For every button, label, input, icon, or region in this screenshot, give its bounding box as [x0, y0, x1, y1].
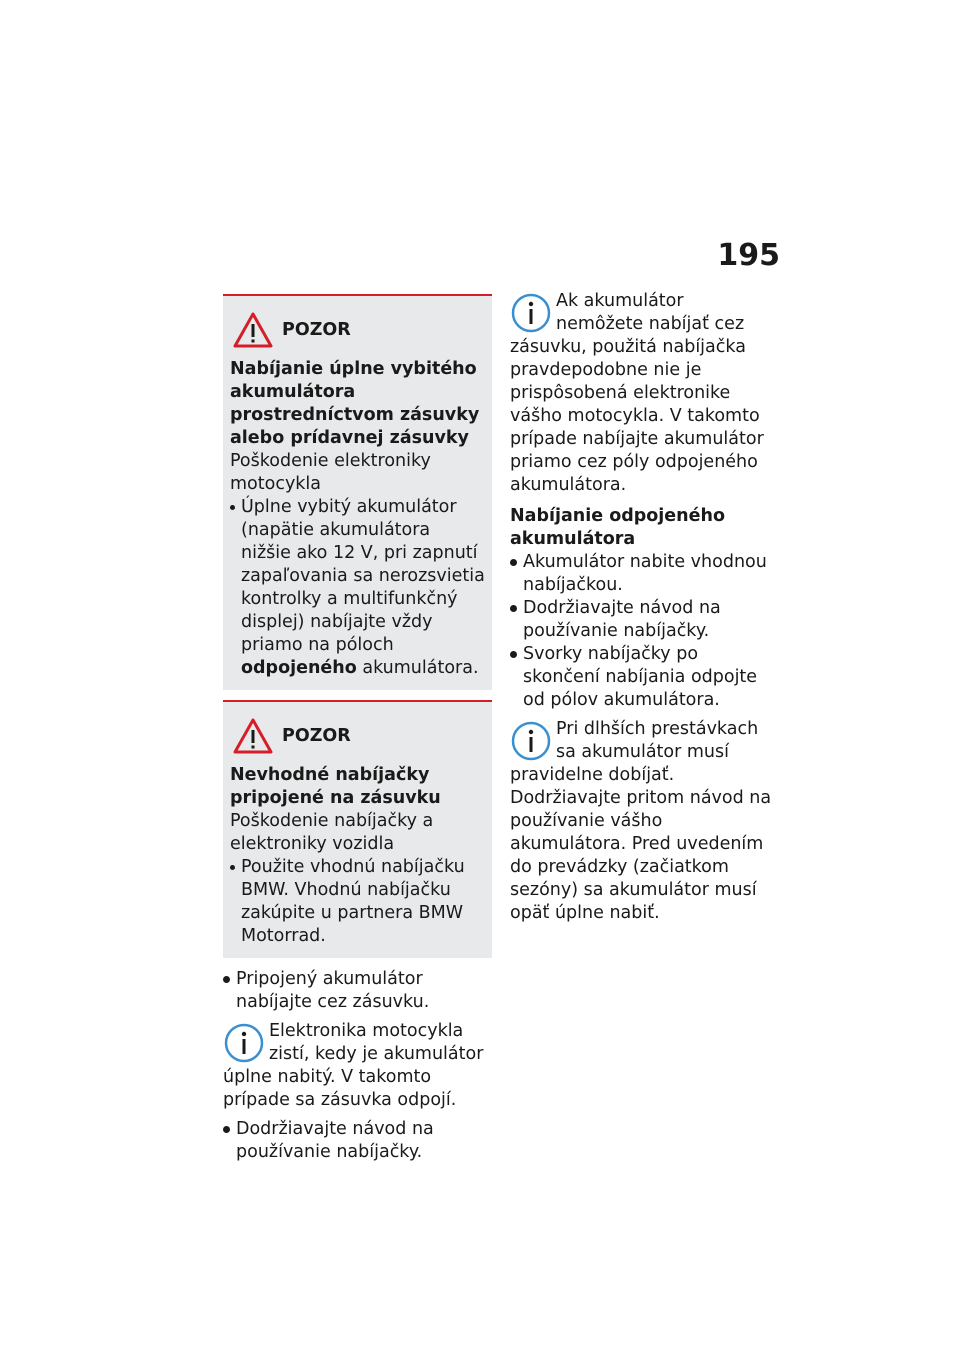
info-icon — [510, 292, 552, 334]
info-icon — [223, 1022, 265, 1064]
warning-bullet: Použite vhodnú nabíjačku BMW. Vhodnú nabíjačku zakúpite u partnera BMW Motorrad. — [230, 856, 485, 948]
warning-box-2 — [223, 700, 492, 958]
info-note-1 — [223, 1020, 492, 1112]
warning-bullet — [230, 496, 485, 680]
step-list-2 — [223, 1118, 492, 1164]
info-text: Ak akumulátor nemôžete nabíjať cez zásuvku, použitá nabíjačka pravdepodobne nie je prispôsobená elektronike vášho motocykla. V takomto prípade nabíjajte akumulátor priamo cez póly odpojeného akumulátora. — [510, 291, 764, 495]
right-column — [510, 290, 775, 931]
warning-bullets — [230, 496, 485, 680]
warning-label: POZOR — [282, 320, 351, 340]
step-list-1 — [223, 968, 492, 1014]
warning-title: Nevhodné nabíjačky pripojené na zásuvku — [230, 765, 441, 808]
step-item: Svorky nabíjačky po skončení nabíjania odpojte od pólov akumulátora. — [510, 643, 775, 712]
step-item: Dodržiavajte návod na používanie nabíjačky. — [223, 1118, 492, 1164]
warning-box-1 — [223, 294, 492, 690]
warning-triangle-icon — [232, 717, 274, 755]
step-item: Pripojený akumulátor nabíjajte cez zásuvku. — [223, 968, 492, 1014]
info-text: Elektronika motocykla zistí, kedy je akumulátor úplne nabitý. V takomto prípade sa zásuvka odpojí. — [223, 1021, 484, 1110]
warning-header — [230, 310, 485, 350]
info-text: Pri dlhších prestávkach sa akumulátor musí pravidelne dobíjať. Dodržiavajte pritom návod na používanie vášho akumulátora. Pred uvedením do prevádzky (začiatkom sezóny) sa akumulátor musí opäť úplne nabiť. — [510, 719, 772, 923]
left-column — [223, 294, 492, 1164]
warning-title: Nabíjanie úplne vybitého akumulátora prostredníctvom zásuvky alebo prídavnej zásuvky — [230, 359, 480, 448]
step-item: Dodržiavajte návod na používanie nabíjačky. — [510, 597, 775, 643]
step-list-3 — [510, 551, 775, 712]
warning-effect: Poškodenie elektroniky motocykla — [230, 451, 431, 494]
warning-header — [230, 716, 485, 756]
info-note-3 — [510, 718, 775, 925]
bullet-text-end: akumulátora. — [356, 658, 479, 678]
step-item: Akumulátor nabite vhodnou nabíjačkou. — [510, 551, 775, 597]
warning-effect: Poškodenie nabíjačky a elektroniky vozidla — [230, 811, 434, 854]
bullet-text: Úplne vybitý akumulátor (napätie akumulátora nižšie ako 12 V, pri zapnutí zapaľovania sa nerozsvietia kontrolky a multifunkčný displej) nabíjajte vždy priamo na póloch — [241, 497, 485, 655]
info-note-2 — [510, 290, 775, 497]
info-icon — [510, 720, 552, 762]
warning-label: POZOR — [282, 726, 351, 746]
section-heading: Nabíjanie odpojeného akumulátora — [510, 506, 725, 549]
page-number: 195 — [717, 238, 780, 273]
warning-bullets — [230, 856, 485, 948]
warning-triangle-icon — [232, 311, 274, 349]
bullet-bold-text: odpojeného — [241, 658, 357, 678]
